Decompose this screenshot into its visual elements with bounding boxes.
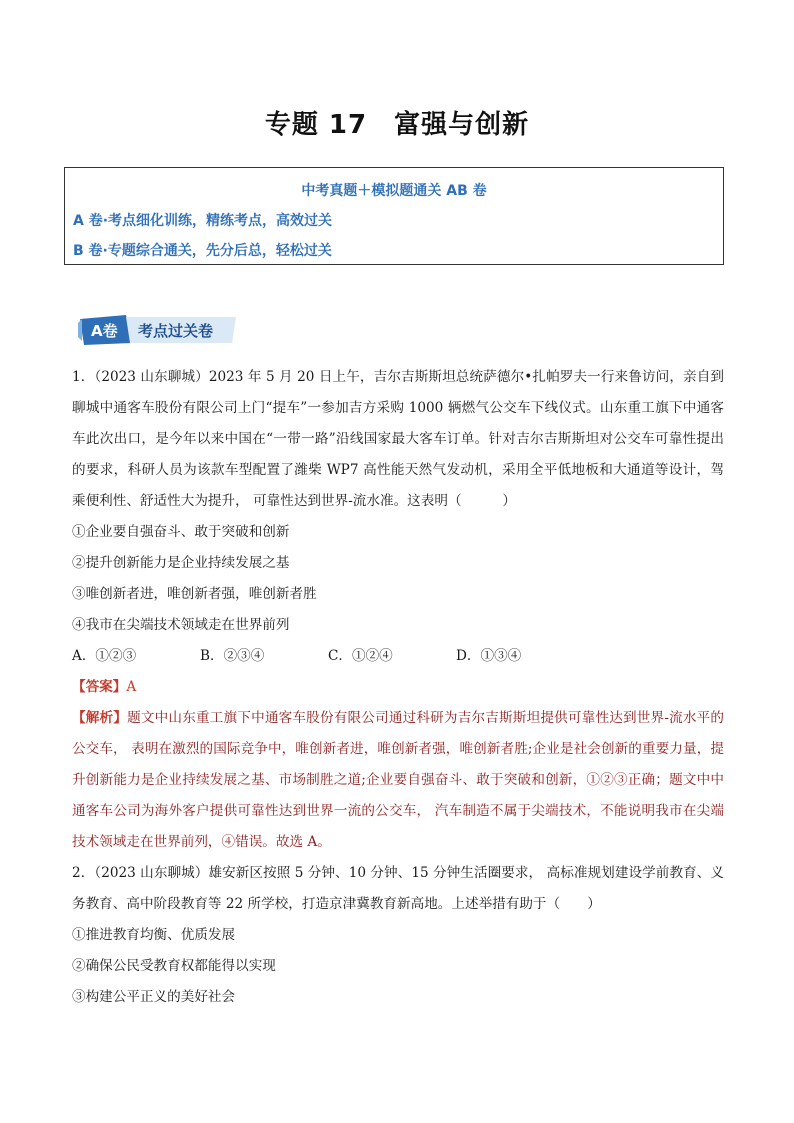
answer-label: 【答案】: [72, 679, 127, 695]
option-a: A．①②③: [72, 648, 137, 664]
question-content: [72, 362, 724, 1013]
analysis-text: 题文中山东重工旗下中通客车股份有限公司通过科研为吉尔吉斯斯坦提供可靠性达到世界-流水平的公交车， 表明在激烈的国际竞争中，唯创新者进，唯创新者强，唯创新者胜;企业是社会创新的重要力量，提升创新能力是企业持续发展之基、市场制胜之道;企业要自强奋斗、敢于突破和创新，①②③正确；题文中中通客车公司为海外客户提供可靠性达到世界一流的公交车， 汽车制造不属于尖端技术，不能说明我市在尖端技术领域走在世界前列，④错误。故选 A。: [72, 710, 725, 850]
question-1-options: [72, 641, 724, 672]
question-2-item: ③构建公平正义的美好社会: [72, 989, 236, 1005]
question-1-answer: [72, 672, 724, 703]
option-c: C．①②④: [328, 648, 393, 664]
analysis-label: 【解析】: [72, 710, 128, 726]
question-2-stem: 2．（2023 山东聊城）雄安新区按照 5 分钟、10 分钟、15 分钟生活圈要求， 高标准规划建设学前教育、义务教育、高中阶段教育等 22 所学校，打造京津冀教育新高地。上述举措有助于（ ）: [72, 865, 724, 912]
question-1-item: ④我市在尖端技术领域走在世界前列: [72, 617, 290, 633]
question-1-stem: 1．（2023 山东聊城）2023 年 5 月 20 日上午，吉尔吉斯斯坦总统萨德尔•扎帕罗夫一行来鲁访问，亲自到聊城中通客车股份有限公司上门“提车”一参加吉方采购 1000 辆燃气公交车下线仪式。山东重工旗下中通客车此次出口，是今年以来中国在“一带一路”沿线国家最大客车订单。针对吉尔吉斯斯坦对公交车可靠性提出的要求，科研人员为该款车型配置了潍柴 WP7 高性能天然气发动机，采用全平低地板和大通道等设计，驾乘便利性、舒适性大为提升， 可靠性达到世界-流水准。这表明（ ）: [72, 369, 724, 509]
question-1-analysis: [72, 703, 724, 858]
ab-banner: [64, 167, 724, 265]
section-tag-badge: A卷: [91, 322, 118, 340]
question-2-item: ②确保公民受教育权都能得以实现: [72, 958, 276, 974]
banner-line-a: A 卷·考点细化训练，精练考点，高效过关: [73, 213, 333, 229]
question-1-item: ③唯创新者进，唯创新者强，唯创新者胜: [72, 586, 317, 602]
banner-heading: 中考真题＋模拟题通关 AB 卷: [301, 183, 487, 199]
answer-value: A: [126, 679, 137, 695]
option-d: D．①③④: [456, 648, 522, 664]
banner-line-b: B 卷·专题综合通关，先分后总，轻松过关: [73, 243, 332, 259]
section-tag: [76, 313, 240, 347]
question-1-item: ②提升创新能力是企业持续发展之基: [72, 555, 290, 571]
option-b: B．②③④: [200, 648, 265, 664]
section-tag-label: 考点过关卷: [138, 322, 214, 340]
page-title: 专题 17 富强与创新: [264, 110, 530, 140]
question-2-item: ①推进教育均衡、优质发展: [72, 927, 236, 943]
question-1-item: ①企业要自强奋斗、敢于突破和创新: [72, 524, 290, 540]
